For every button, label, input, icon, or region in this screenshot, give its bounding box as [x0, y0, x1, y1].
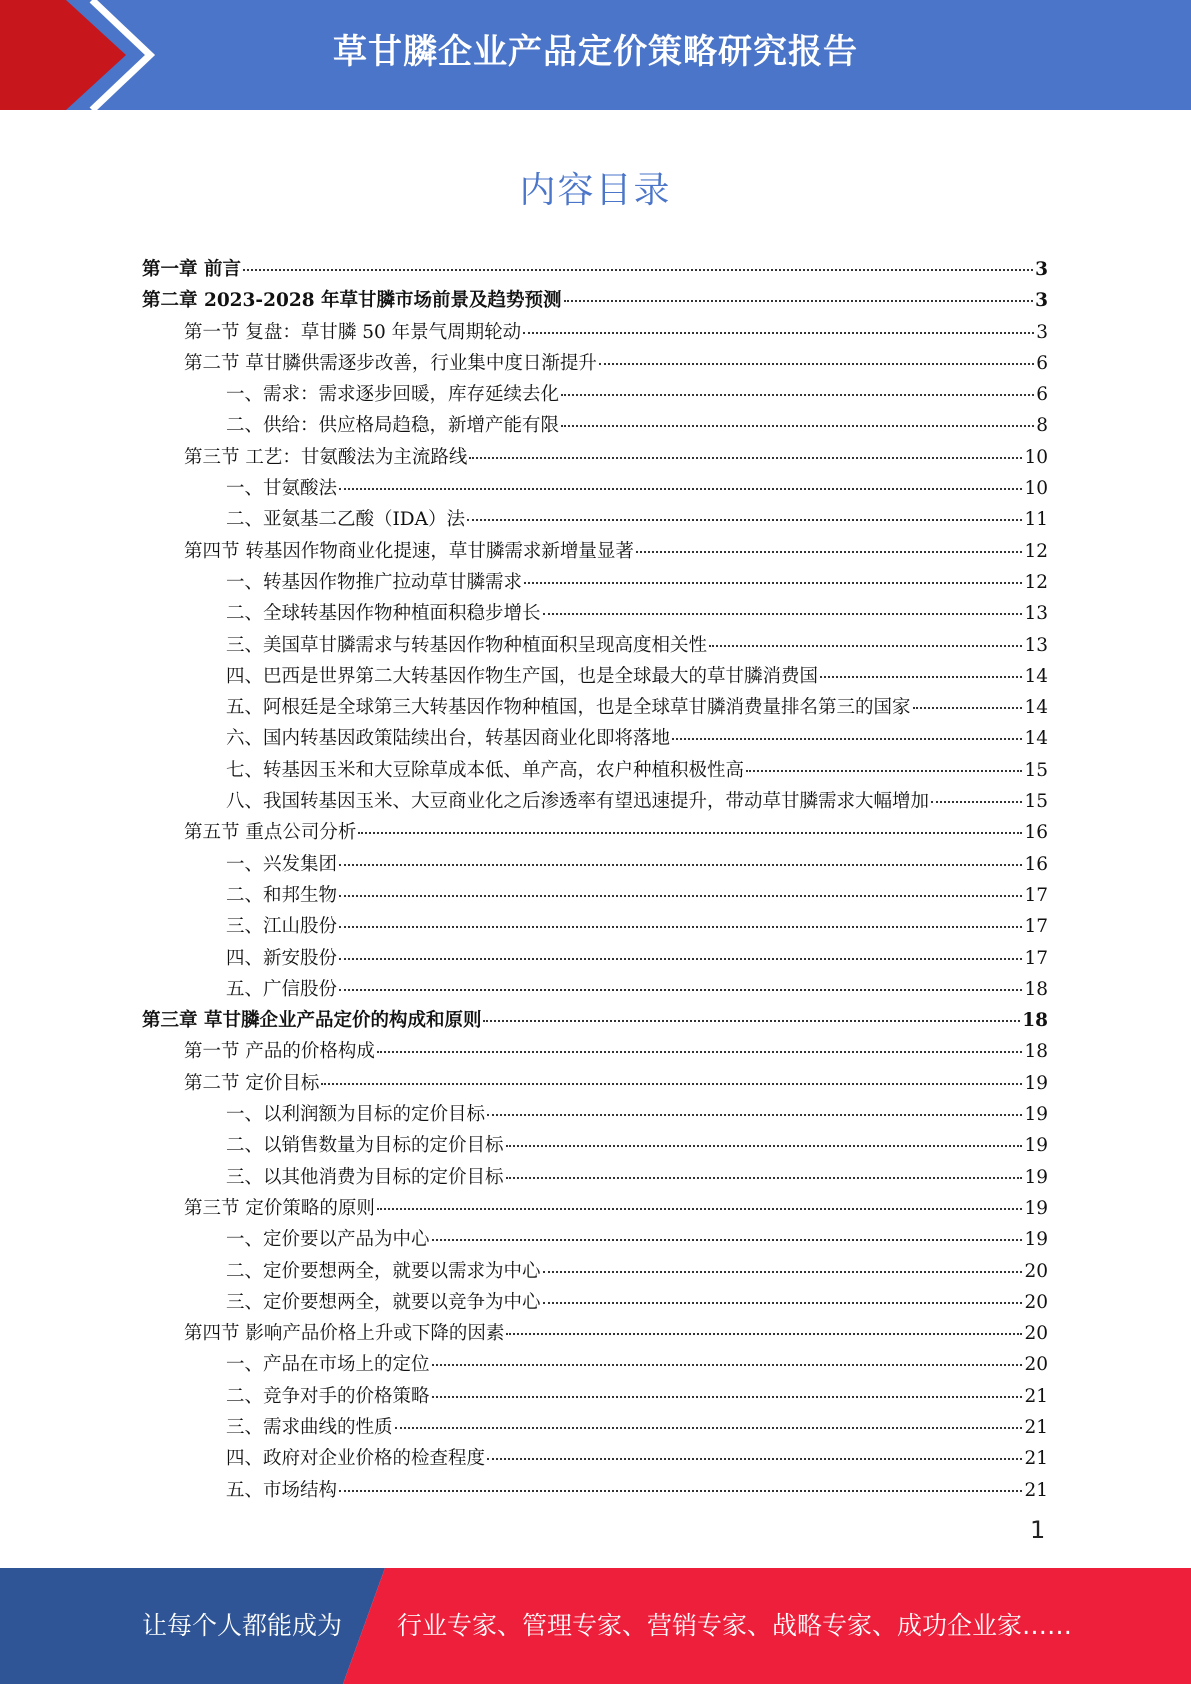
- toc-dot-leader: [746, 770, 1022, 772]
- toc-entry[interactable]: [142, 598, 1048, 629]
- toc-entry[interactable]: [142, 630, 1048, 661]
- toc-entry-page: 6: [1036, 352, 1048, 374]
- toc-entry[interactable]: [142, 974, 1048, 1005]
- toc-entry-title: 一、甘氨酸法: [226, 478, 338, 500]
- toc-entry[interactable]: [142, 317, 1048, 348]
- toc-dot-leader: [564, 300, 1034, 302]
- toc-dot-leader: [339, 958, 1022, 960]
- toc-entry[interactable]: [142, 1036, 1048, 1067]
- toc-entry-page: 12: [1024, 571, 1048, 593]
- toc-entry-title: 四、政府对企业价格的检查程度: [226, 1448, 486, 1470]
- toc-dot-leader: [487, 1114, 1022, 1116]
- toc-entry-page: 21: [1024, 1385, 1048, 1407]
- toc-dot-leader: [483, 1020, 1020, 1022]
- toc-entry-page: 15: [1024, 791, 1048, 813]
- toc-entry[interactable]: [142, 1256, 1048, 1287]
- toc-entry[interactable]: [142, 755, 1048, 786]
- toc-entry[interactable]: [142, 473, 1048, 504]
- toc-entry[interactable]: [142, 943, 1048, 974]
- toc-dot-leader: [339, 864, 1022, 866]
- toc-entry-title: 四、巴西是世界第二大转基因作物生产国，也是全球最大的草甘膦消费国: [226, 665, 819, 687]
- toc-entry-page: 13: [1024, 634, 1048, 656]
- toc-entry-title: 五、广信股份: [226, 978, 338, 1000]
- toc-dot-leader: [523, 332, 1034, 334]
- footer-slogan-left: 让每个人都能成为: [142, 1611, 343, 1640]
- toc-entry[interactable]: [142, 1130, 1048, 1161]
- toc-entry-title: 二、亚氨基二乙酸（IDA）法: [226, 509, 466, 531]
- toc-entry-title: 一、定价要以产品为中心: [226, 1229, 430, 1251]
- toc-entry-page: 16: [1024, 853, 1048, 875]
- toc-entry-page: 17: [1024, 947, 1048, 969]
- toc-entry-title: 三、美国草甘膦需求与转基因作物种植面积呈现高度相关性: [226, 634, 708, 656]
- toc-entry-title: 一、以利润额为目标的定价目标: [226, 1104, 486, 1126]
- toc-entry-page: 19: [1024, 1072, 1048, 1094]
- footer-band: [0, 1568, 1191, 1684]
- toc-entry[interactable]: [142, 254, 1048, 285]
- toc-entry[interactable]: [142, 1224, 1048, 1255]
- toc-dot-leader: [395, 1427, 1023, 1429]
- toc-entry-page: 15: [1024, 759, 1048, 781]
- toc-entry-page: 20: [1024, 1354, 1048, 1376]
- toc-entry-page: 18: [1024, 1041, 1048, 1063]
- toc-entry-title: 六、国内转基因政策陆续出台，转基因商业化即将落地: [226, 728, 671, 750]
- toc-entry[interactable]: [142, 379, 1048, 410]
- toc-entry[interactable]: [142, 567, 1048, 598]
- toc-entry[interactable]: [142, 880, 1048, 911]
- toc-entry-page: 3: [1035, 259, 1048, 280]
- toc-entry[interactable]: [142, 410, 1048, 441]
- toc-entry-title: 四、新安股份: [226, 947, 338, 969]
- toc-entry[interactable]: [142, 786, 1048, 817]
- toc-entry-page: 12: [1024, 540, 1048, 562]
- toc-entry[interactable]: [142, 1349, 1048, 1380]
- toc-entry-title: 二、定价要想两全，就要以需求为中心: [226, 1260, 541, 1282]
- toc-dot-leader: [636, 551, 1023, 553]
- toc-entry-title: 二、竞争对手的价格策略: [226, 1385, 430, 1407]
- toc-dot-leader: [243, 269, 1033, 271]
- toc-dot-leader: [913, 707, 1023, 709]
- toc-dot-leader: [506, 1145, 1023, 1147]
- toc-entry-page: 18: [1024, 978, 1048, 1000]
- toc-dot-leader: [820, 676, 1022, 678]
- toc-dot-leader: [524, 582, 1022, 584]
- toc-dot-leader: [543, 1271, 1023, 1273]
- toc-entry-title: 第二节 定价目标: [184, 1072, 320, 1094]
- toc-entry[interactable]: [142, 1005, 1048, 1036]
- toc-entry-page: 10: [1024, 446, 1048, 468]
- toc-entry[interactable]: [142, 348, 1048, 379]
- toc-entry-title: 二、供给：供应格局趋稳，新增产能有限: [226, 415, 560, 437]
- toc-heading: 内容目录: [519, 170, 672, 211]
- header-band: [0, 0, 1191, 110]
- toc-entry-title: 一、产品在市场上的定位: [226, 1354, 430, 1376]
- toc-entry-page: 11: [1024, 509, 1048, 531]
- toc-entry-page: 14: [1024, 697, 1048, 719]
- toc-entry-page: 19: [1024, 1104, 1048, 1126]
- toc-entry-title: 一、转基因作物推广拉动草甘膦需求: [226, 571, 523, 593]
- toc-dot-leader: [709, 645, 1022, 647]
- toc-entry-page: 16: [1024, 822, 1048, 844]
- table-of-contents: [142, 254, 1048, 1506]
- toc-entry-title: 三、江山股份: [226, 916, 338, 938]
- toc-entry[interactable]: [142, 1475, 1048, 1506]
- toc-entry-title: 第三节 工艺：甘氨酸法为主流路线: [184, 446, 468, 468]
- toc-dot-leader: [339, 1490, 1022, 1492]
- toc-entry-page: 19: [1024, 1166, 1048, 1188]
- toc-entry-title: 三、以其他消费为目标的定价目标: [226, 1166, 504, 1188]
- toc-dot-leader: [599, 363, 1034, 365]
- toc-entry-page: 21: [1024, 1479, 1048, 1501]
- toc-entry[interactable]: [142, 1381, 1048, 1412]
- toc-entry-page: 18: [1022, 1010, 1048, 1032]
- toc-dot-leader: [432, 1364, 1023, 1366]
- toc-entry[interactable]: [142, 849, 1048, 880]
- toc-dot-leader: [339, 926, 1022, 928]
- toc-entry-title: 二、和邦生物: [226, 884, 338, 906]
- toc-dot-leader: [487, 1458, 1022, 1460]
- toc-entry-title: 五、阿根廷是全球第三大转基因作物种植国，也是全球草甘膦消费量排名第三的国家: [226, 697, 911, 719]
- toc-entry-title: 一、兴发集团: [226, 853, 338, 875]
- toc-entry-title: 三、需求曲线的性质: [226, 1416, 393, 1438]
- toc-entry-title: 第一节 产品的价格构成: [184, 1041, 375, 1063]
- toc-entry-page: 8: [1036, 415, 1048, 437]
- toc-entry-page: 10: [1024, 478, 1048, 500]
- toc-entry[interactable]: [142, 1068, 1048, 1099]
- toc-entry-page: 19: [1024, 1229, 1048, 1251]
- toc-entry-title: 第三节 定价策略的原则: [184, 1197, 375, 1219]
- toc-entry[interactable]: [142, 285, 1048, 316]
- toc-entry-page: 3: [1036, 321, 1048, 343]
- toc-entry-title: 第二章 2023-2028 年草甘膦市场前景及趋势预测: [142, 290, 562, 312]
- toc-entry[interactable]: [142, 723, 1048, 754]
- toc-entry-title: 第二节 草甘膦供需逐步改善，行业集中度日渐提升: [184, 352, 597, 374]
- toc-entry-title: 第五节 重点公司分析: [184, 822, 357, 844]
- toc-entry-page: 17: [1024, 884, 1048, 906]
- toc-entry-page: 13: [1024, 603, 1048, 625]
- toc-dot-leader: [432, 1396, 1023, 1398]
- report-title: 草甘膦企业产品定价策略研究报告: [333, 32, 858, 72]
- toc-entry[interactable]: [142, 911, 1048, 942]
- toc-entry-title: 第三章 草甘膦企业产品定价的构成和原则: [142, 1010, 482, 1032]
- toc-dot-leader: [321, 1083, 1022, 1085]
- toc-dot-leader: [339, 488, 1022, 490]
- toc-entry[interactable]: [142, 1318, 1048, 1349]
- toc-dot-leader: [506, 1333, 1022, 1335]
- toc-dot-leader: [339, 895, 1022, 897]
- toc-entry-page: 20: [1024, 1323, 1048, 1345]
- toc-entry[interactable]: [142, 442, 1048, 473]
- toc-entry-page: 19: [1024, 1135, 1048, 1157]
- toc-entry-title: 第一章 前言: [142, 259, 241, 280]
- page-number: 1: [1030, 1516, 1046, 1544]
- toc-entry[interactable]: [142, 661, 1048, 692]
- toc-entry-page: 3: [1035, 290, 1048, 312]
- toc-dot-leader: [358, 832, 1022, 834]
- toc-entry-title: 三、定价要想两全，就要以竞争为中心: [226, 1291, 541, 1313]
- toc-entry-page: 21: [1024, 1416, 1048, 1438]
- toc-dot-leader: [561, 394, 1034, 396]
- toc-entry-title: 第四节 转基因作物商业化提速，草甘膦需求新增量显著: [184, 540, 634, 562]
- toc-entry[interactable]: [142, 1412, 1048, 1443]
- toc-entry-page: 19: [1024, 1197, 1048, 1219]
- toc-dot-leader: [672, 738, 1022, 740]
- toc-entry-title: 二、全球转基因作物种植面积稳步增长: [226, 603, 541, 625]
- toc-dot-leader: [377, 1208, 1023, 1210]
- toc-entry[interactable]: [142, 817, 1048, 848]
- toc-entry-page: 6: [1036, 384, 1048, 406]
- toc-entry-title: 二、以销售数量为目标的定价目标: [226, 1135, 504, 1157]
- toc-entry-title: 五、市场结构: [226, 1479, 338, 1501]
- toc-entry-title: 一、需求：需求逐步回暖，库存延续去化: [226, 384, 560, 406]
- toc-dot-leader: [377, 1051, 1023, 1053]
- toc-entry[interactable]: [142, 1193, 1048, 1224]
- toc-dot-leader: [339, 989, 1022, 991]
- toc-entry-title: 七、转基因玉米和大豆除草成本低、单产高，农户种植积极性高: [226, 759, 745, 781]
- toc-dot-leader: [432, 1239, 1023, 1241]
- toc-dot-leader: [469, 457, 1022, 459]
- toc-dot-leader: [543, 613, 1023, 615]
- toc-entry[interactable]: [142, 1099, 1048, 1130]
- toc-entry-page: 20: [1024, 1260, 1048, 1282]
- toc-entry[interactable]: [142, 692, 1048, 723]
- toc-entry[interactable]: [142, 536, 1048, 567]
- footer-slogan-right: 行业专家、管理专家、营销专家、战略专家、成功企业家……: [397, 1611, 1073, 1640]
- toc-dot-leader: [467, 519, 1022, 521]
- toc-entry-title: 八、我国转基因玉米、大豆商业化之后渗透率有望迅速提升，带动草甘膦需求大幅增加: [226, 791, 930, 813]
- toc-entry-page: 20: [1024, 1291, 1048, 1313]
- toc-entry-page: 21: [1024, 1448, 1048, 1470]
- toc-entry[interactable]: [142, 1287, 1048, 1318]
- toc-entry[interactable]: [142, 504, 1048, 535]
- toc-dot-leader: [931, 801, 1022, 803]
- toc-entry[interactable]: [142, 1443, 1048, 1474]
- toc-entry-page: 14: [1024, 728, 1048, 750]
- toc-dot-leader: [543, 1302, 1023, 1304]
- toc-dot-leader: [506, 1177, 1023, 1179]
- toc-entry-title: 第四节 影响产品价格上升或下降的因素: [184, 1323, 505, 1345]
- toc-entry[interactable]: [142, 1162, 1048, 1193]
- toc-entry-page: 14: [1024, 665, 1048, 687]
- toc-dot-leader: [561, 425, 1034, 427]
- toc-entry-title: 第一节 复盘：草甘膦 50 年景气周期轮动: [184, 321, 522, 343]
- toc-entry-page: 17: [1024, 916, 1048, 938]
